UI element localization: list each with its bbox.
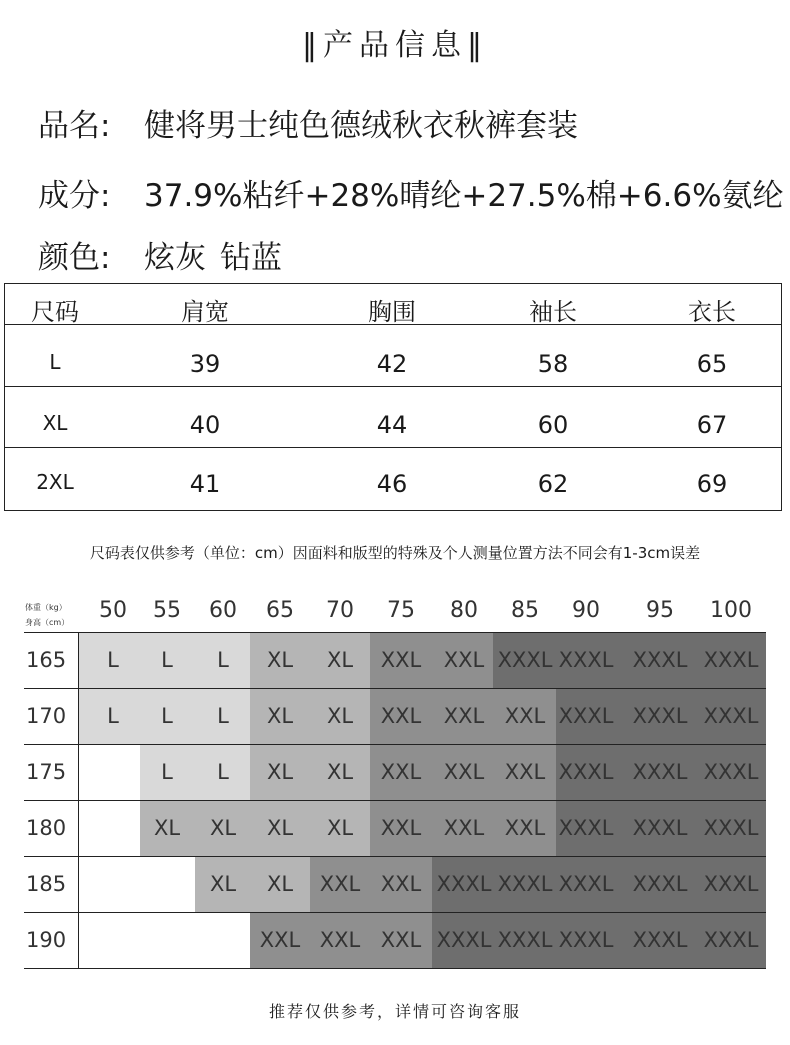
color-row [38,232,282,277]
recommend-size-label: XXXL [703,872,759,896]
height-axis-label: 身高（cm） [25,618,70,627]
recommend-cell [195,912,250,968]
recommend-size-label: XXXL [703,704,759,728]
recommend-cell [78,744,140,800]
composition-row [38,170,784,215]
recommend-size-label: XXXL [632,872,688,896]
recommend-size-label: XXXL [558,872,614,896]
weight-header: 100 [710,598,752,623]
recommend-size-label: XXL [380,872,422,896]
weight-axis-label: 体重（kg） [25,603,67,612]
size-table-cell: 41 [189,470,221,498]
size-table-header: 胸围 [368,298,416,326]
color-option: 炫灰 [144,240,206,276]
recommend-size-label: L [217,648,229,672]
recommend-size-label: XXXL [703,816,759,840]
recommend-size-label: XXL [380,928,422,952]
recommend-size-label: XL [326,760,354,784]
size-note: 尺码表仅供参考（单位：cm）因面料和版型的特殊及个人测量位置方法不同会有1-3cm误差 [89,544,701,562]
page-title: ‖产品信息‖ [302,28,488,63]
recommend-size-label: XXL [259,928,301,952]
recommend-size-label: XL [326,648,354,672]
size-table-cell: 67 [696,411,728,439]
color-label: 颜色: [38,240,111,276]
recommend-size-label: XXXL [703,760,759,784]
recommend-size-label: XXXL [632,704,688,728]
product-name-label: 品名: [38,108,111,144]
weight-header: 95 [646,598,674,623]
height-header: 185 [26,872,67,896]
recommend-size-label: XXL [319,928,361,952]
grid-axis-divider [78,632,79,968]
size-table-header: 袖长 [529,298,577,326]
size-table-size: L [49,350,61,374]
recommend-size-label: L [107,648,119,672]
recommend-size-label: XXL [504,760,546,784]
recommend-cell [140,912,195,968]
size-table-cell: 44 [376,411,408,439]
recommend-size-label: XXXL [436,928,492,952]
recommend-size-label: L [107,704,119,728]
grid-divider [24,688,766,689]
recommend-size-label: L [217,760,229,784]
recommend-size-label: XXL [443,760,485,784]
size-table [4,283,782,511]
weight-header: 75 [387,598,415,623]
size-table-cell: 65 [696,350,728,378]
grid-divider [24,968,766,969]
recommend-size-label: XXXL [497,872,553,896]
recommend-size-label: XXL [504,816,546,840]
recommend-size-label: XL [326,816,354,840]
recommend-size-label: XL [266,648,294,672]
recommend-size-label: XXXL [632,760,688,784]
recommend-size-label: XL [266,816,294,840]
recommend-size-label: XXXL [497,648,553,672]
recommend-size-label: XXXL [703,648,759,672]
height-header: 180 [26,816,67,840]
product-name-value: 健将男士纯色德绒秋衣秋裤套装 [144,108,578,144]
size-table-cell: 58 [537,350,569,378]
grid-divider [24,912,766,913]
size-table-header: 衣长 [688,298,736,326]
recommend-cell [140,856,195,912]
grid-divider [24,800,766,801]
recommend-size-label: XXL [380,704,422,728]
size-table-cell: 69 [696,470,728,498]
recommend-size-label: XXXL [632,648,688,672]
recommend-cell [78,800,140,856]
composition-label: 成分: [38,178,111,214]
grid-divider [24,856,766,857]
recommend-size-label: L [161,648,173,672]
size-table-cell: 60 [537,411,569,439]
size-table-cell: 39 [189,350,221,378]
recommend-size-label: XXXL [632,928,688,952]
recommend-size-label: XXL [443,704,485,728]
recommend-size-label: XXL [380,816,422,840]
recommend-size-label: XL [209,872,237,896]
recommend-size-label: XXL [443,816,485,840]
table-divider [5,447,781,448]
recommend-size-label: XXXL [558,816,614,840]
recommend-size-label: XL [266,872,294,896]
weight-header: 80 [450,598,478,623]
height-header: 170 [26,704,67,728]
recommend-size-label: XXL [380,760,422,784]
recommend-size-label: XXL [380,648,422,672]
recommend-size-label: L [217,704,229,728]
size-table-cell: 46 [376,470,408,498]
size-table-cell: 40 [189,411,221,439]
size-table-header: 尺码 [31,298,79,326]
recommend-size-label: XXXL [558,928,614,952]
composition-value: 37.9%粘纤+28%晴纶+27.5%棉+6.6%氨纶 [144,178,784,214]
recommend-size-label: XXL [443,648,485,672]
recommend-size-label: XL [209,816,237,840]
height-header: 190 [26,928,67,952]
recommend-size-label: XXXL [632,816,688,840]
weight-header: 60 [209,598,237,623]
recommend-size-label: XL [266,704,294,728]
color-option: 钻蓝 [220,240,282,276]
recommend-size-label: L [161,760,173,784]
recommend-size-label: L [161,704,173,728]
size-table-size: 2XL [36,470,74,494]
recommend-size-label: XL [266,760,294,784]
weight-header: 70 [326,598,354,623]
recommend-size-label: XXXL [703,928,759,952]
size-table-header: 肩宽 [181,298,229,326]
size-table-cell: 62 [537,470,569,498]
table-divider [5,386,781,387]
recommend-size-label: XXXL [558,760,614,784]
weight-header: 85 [511,598,539,623]
recommend-size-label: XXXL [558,648,614,672]
grid-divider [24,632,766,633]
recommend-size-label: XL [326,704,354,728]
recommend-cell [78,856,140,912]
recommend-cell [78,912,140,968]
recommend-size-label: XXL [504,704,546,728]
recommend-size-label: XXXL [497,928,553,952]
height-header: 175 [26,760,67,784]
footer-note: 推荐仅供参考，详情可咨询客服 [268,1002,521,1021]
size-table-cell: 42 [376,350,408,378]
color-values [144,240,282,276]
grid-divider [24,744,766,745]
height-header: 165 [26,648,67,672]
product-name-row [38,100,578,145]
recommend-size-label: XXL [319,872,361,896]
weight-header: 50 [99,598,127,623]
weight-header: 90 [572,598,600,623]
weight-header: 55 [153,598,181,623]
recommend-size-label: XXXL [436,872,492,896]
size-table-size: XL [42,411,68,435]
weight-header: 65 [266,598,294,623]
recommend-size-label: XXXL [558,704,614,728]
recommend-size-label: XL [153,816,181,840]
